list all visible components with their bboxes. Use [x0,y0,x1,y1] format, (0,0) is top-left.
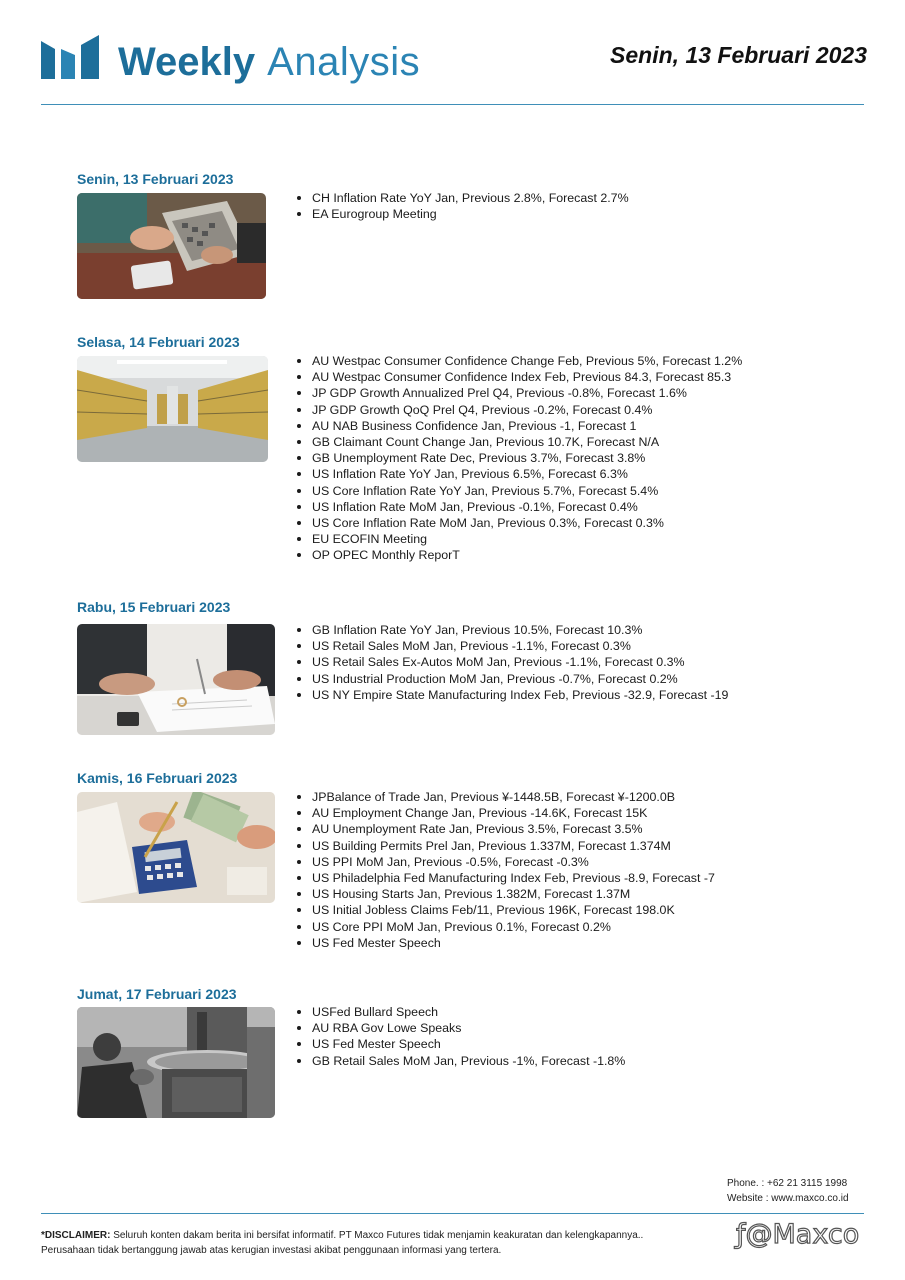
disclaimer-line-1: Seluruh konten dakam berita ini bersifat informatif. PT Maxco Futures tidak menjamin keakuratan dan kelengkapannya.. [110,1230,644,1241]
event-item: JP GDP Growth Annualized Prel Q4, Previous -0.8%, Forecast 1.6% [297,385,742,401]
event-item: GB Retail Sales MoM Jan, Previous -1%, Forecast -1.8% [297,1053,625,1069]
event-item: US NY Empire State Manufacturing Index Feb, Previous -32.9, Forecast -19 [297,687,728,703]
day-photo-calculator-and-money [77,792,275,903]
event-item: US Fed Mester Speech [297,1036,625,1052]
event-list [297,789,715,951]
brand-title-bold: Weekly [118,40,256,84]
event-item: US Core PPI MoM Jan, Previous 0.1%, Forecast 0.2% [297,919,715,935]
contact-info [727,1176,849,1206]
header-divider [41,104,864,105]
event-item: JPBalance of Trade Jan, Previous ¥-1448.5B, Forecast ¥-1200.0B [297,789,715,805]
event-item: CH Inflation Rate YoY Jan, Previous 2.8%, Forecast 2.7% [297,190,629,206]
day-title: Kamis, 16 Februari 2023 [77,770,238,786]
day-section-jumat [77,985,877,1068]
disclaimer-line-2: Perusahaan tidak bertanggung jawab atas kerugian investasi akibat penggunaan informasi yang tertera. [41,1245,502,1256]
event-item: AU Employment Change Jan, Previous -14.6K, Forecast 15K [297,805,715,821]
event-item: AU Unemployment Rate Jan, Previous 3.5%, Forecast 3.5% [297,821,715,837]
day-section-selasa [77,333,877,563]
day-photo-machinist-at-lathe [77,1007,275,1118]
day-title: Senin, 13 Februari 2023 [77,171,234,187]
day-title: Selasa, 14 Februari 2023 [77,334,240,350]
event-list [297,622,728,703]
brand-title [118,38,420,86]
contact-phone: Phone. : +62 21 3115 1998 [727,1178,848,1189]
event-list [297,353,742,564]
event-item: AU RBA Gov Lowe Speaks [297,1020,625,1036]
event-item: US Housing Starts Jan, Previous 1.382M, Forecast 1.37M [297,886,715,902]
disclaimer-label: *DISCLAIMER: [41,1230,111,1241]
day-section-rabu [77,598,877,702]
event-item: US Retail Sales Ex-Autos MoM Jan, Previous -1.1%, Forecast 0.3% [297,654,728,670]
event-item: US Industrial Production MoM Jan, Previous -0.7%, Forecast 0.2% [297,671,728,687]
day-photo-hands-repairing-computer [77,193,266,299]
event-item: US Fed Mester Speech [297,935,715,951]
event-item: GB Unemployment Rate Dec, Previous 3.7%, Forecast 3.8% [297,450,742,466]
event-list [297,1004,625,1069]
event-item: US Philadelphia Fed Manufacturing Index Feb, Previous -8.9, Forecast -7 [297,870,715,886]
day-section-kamis [77,769,877,950]
header-date: Senin, 13 Februari 2023 [610,42,867,68]
day-title: Rabu, 15 Februari 2023 [77,599,231,615]
day-photo-warehouse-shelves [77,356,268,462]
event-item: GB Claimant Count Change Jan, Previous 10.7K, Forecast N/A [297,434,742,450]
event-item: AU Westpac Consumer Confidence Index Feb, Previous 84.3, Forecast 85.3 [297,369,742,385]
day-section-senin [77,170,877,222]
brand-title-light: Analysis [267,40,421,84]
event-item: OP OPEC Monthly ReporT [297,547,742,563]
event-item: AU Westpac Consumer Confidence Change Feb, Previous 5%, Forecast 1.2% [297,353,742,369]
weekly-analysis-logo-icon [41,35,99,79]
day-title: Jumat, 17 Februari 2023 [77,986,237,1002]
event-item: EU ECOFIN Meeting [297,531,742,547]
event-item: US Inflation Rate MoM Jan, Previous -0.1%, Forecast 0.4% [297,499,742,515]
event-item: US Retail Sales MoM Jan, Previous -1.1%, Forecast 0.3% [297,638,728,654]
contact-website: Website : www.maxco.co.id [727,1193,849,1204]
day-photo-signing-document [77,624,275,735]
event-item: JP GDP Growth QoQ Prel Q4, Previous -0.2%, Forecast 0.4% [297,402,742,418]
event-item: US PPI MoM Jan, Previous -0.5%, Forecast -0.3% [297,854,715,870]
event-item: US Building Permits Prel Jan, Previous 1.337M, Forecast 1.374M [297,838,715,854]
event-item: GB Inflation Rate YoY Jan, Previous 10.5%, Forecast 10.3% [297,622,728,638]
disclaimer [41,1228,731,1258]
event-item: AU NAB Business Confidence Jan, Previous -1, Forecast 1 [297,418,742,434]
event-item: US Initial Jobless Claims Feb/11, Previous 196K, Forecast 198.0K [297,902,715,918]
maxco-watermark: ƒ@Maxco [736,1219,860,1250]
event-list [297,190,629,222]
event-item: US Core Inflation Rate YoY Jan, Previous 5.7%, Forecast 5.4% [297,483,742,499]
event-item: US Inflation Rate YoY Jan, Previous 6.5%, Forecast 6.3% [297,466,742,482]
event-item: EA Eurogroup Meeting [297,206,629,222]
event-item: US Core Inflation Rate MoM Jan, Previous 0.3%, Forecast 0.3% [297,515,742,531]
event-item: USFed Bullard Speech [297,1004,625,1020]
footer-divider [41,1213,864,1214]
